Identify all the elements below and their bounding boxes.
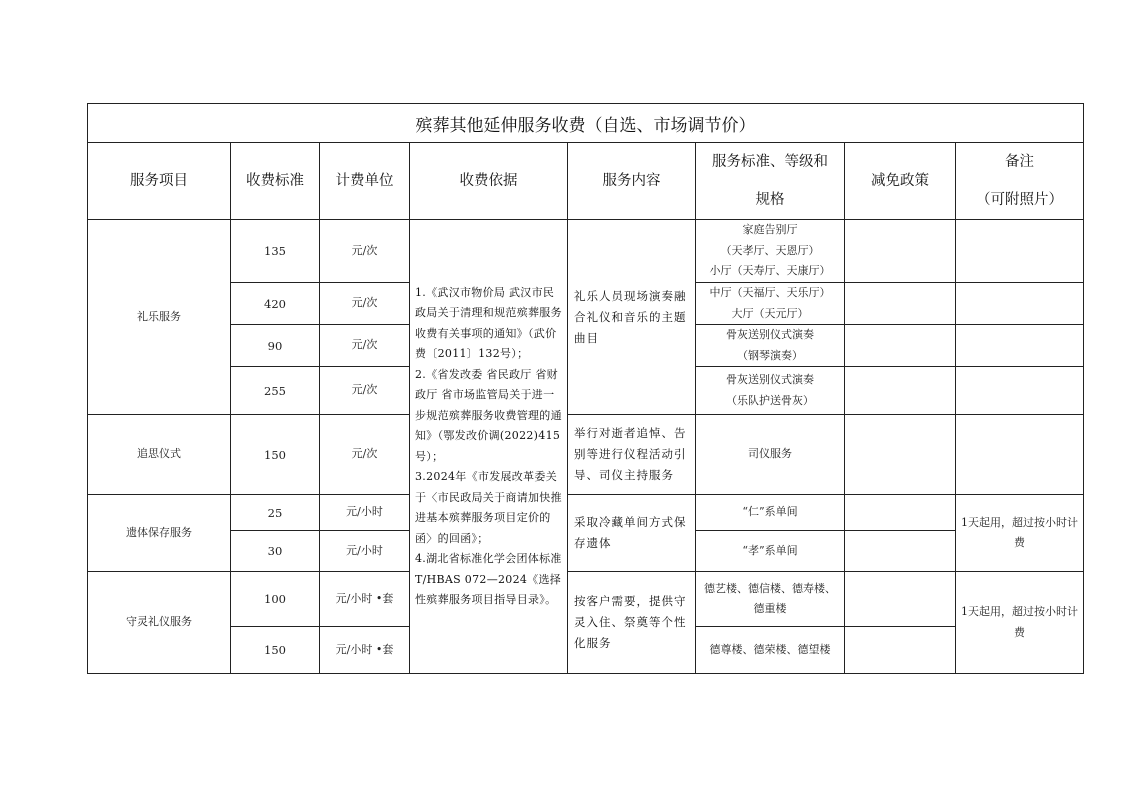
remark-cell: 1天起用，超过按小时计费 <box>956 572 1084 674</box>
content-cell: 举行对逝者追悼、告别等进行仪程活动引导、司仪主持服务 <box>568 415 696 495</box>
header-relief: 减免政策 <box>845 143 956 220</box>
header-basis: 收费依据 <box>410 143 568 220</box>
relief-cell <box>845 531 956 572</box>
table-row <box>88 220 1084 283</box>
table-title: 殡葬其他延伸服务收费（自选、市场调节价） <box>88 104 1084 143</box>
header-unit: 计费单位 <box>320 143 410 220</box>
header-item: 服务项目 <box>88 143 231 220</box>
content-cell: 按客户需要，提供守灵入住、祭奠等个性化服务 <box>568 572 696 674</box>
fee-cell: 150 <box>231 415 320 495</box>
header-standard-line1: 服务标准、等级和 <box>712 154 828 170</box>
header-standard <box>696 143 845 220</box>
standard-cell: 家庭告别厅 （天孝厅、天恩厅） 小厅（天寿厅、天康厅） <box>696 220 845 283</box>
standard-cell: 德艺楼、德信楼、德寿楼、德重楼 <box>696 572 845 627</box>
fee-cell: 90 <box>231 325 320 367</box>
remark-cell <box>956 220 1084 283</box>
unit-cell: 元/小时 •套 <box>320 627 410 674</box>
table-row <box>88 415 1084 495</box>
unit-cell: 元/次 <box>320 220 410 283</box>
basis-text: 1.《武汉市物价局 武汉市民政局关于清理和规范殡葬服务收费有关事项的通知》（武价费〔2011〕132号）； 2.《省发改委 省民政厅 省财政厅 省市场监管局关于进一步规范殡葬服务收费管理的通知》（鄂发改价调(2022)415号）； 3.2024年《市发展改革委关于〈市民政局关于商请加快推进基本殡葬服务项目定价的函〉的回函》； 4.湖北省标准化学会团体标准T/HBAS 072—2024《选择性殡葬服务项目指导目录》。 <box>410 220 568 674</box>
relief-cell <box>845 283 956 325</box>
fee-cell: 255 <box>231 367 320 415</box>
relief-cell <box>845 325 956 367</box>
header-content: 服务内容 <box>568 143 696 220</box>
fee-cell: 30 <box>231 531 320 572</box>
unit-cell: 元/次 <box>320 325 410 367</box>
unit-cell: 元/小时 <box>320 495 410 531</box>
group-name: 追思仪式 <box>88 415 231 495</box>
standard-cell: “孝”系单间 <box>696 531 845 572</box>
header-fee: 收费标准 <box>231 143 320 220</box>
remark-cell: 1天起用，超过按小时计费 <box>956 495 1084 572</box>
fee-cell: 100 <box>231 572 320 627</box>
header-remark-line2: （可附照片） <box>976 192 1063 208</box>
header-remark <box>956 143 1084 220</box>
fee-table <box>87 103 1084 674</box>
standard-cell: 司仪服务 <box>696 415 845 495</box>
unit-cell: 元/小时 <box>320 531 410 572</box>
relief-cell <box>845 495 956 531</box>
table-row <box>88 495 1084 531</box>
standard-cell: “仁”系单间 <box>696 495 845 531</box>
unit-cell: 元/小时 •套 <box>320 572 410 627</box>
group-name: 遗体保存服务 <box>88 495 231 572</box>
header-remark-line1: 备注 <box>1005 154 1034 170</box>
remark-cell <box>956 325 1084 367</box>
relief-cell <box>845 415 956 495</box>
standard-cell: 中厅（天福厅、天乐厅） 大厅（天元厅） <box>696 283 845 325</box>
standard-cell: 德尊楼、德荣楼、德望楼 <box>696 627 845 674</box>
fee-cell: 150 <box>231 627 320 674</box>
fee-cell: 135 <box>231 220 320 283</box>
content-cell: 采取冷藏单间方式保存遗体 <box>568 495 696 572</box>
remark-cell <box>956 415 1084 495</box>
relief-cell <box>845 627 956 674</box>
standard-cell: 骨灰送别仪式演奏 （乐队护送骨灰） <box>696 367 845 415</box>
group-name: 守灵礼仪服务 <box>88 572 231 674</box>
unit-cell: 元/次 <box>320 367 410 415</box>
content-cell: 礼乐人员现场演奏融合礼仪和音乐的主题曲目 <box>568 220 696 415</box>
table-row <box>88 572 1084 627</box>
remark-cell <box>956 283 1084 325</box>
fee-cell: 420 <box>231 283 320 325</box>
unit-cell: 元/次 <box>320 283 410 325</box>
unit-cell: 元/次 <box>320 415 410 495</box>
header-standard-line2: 规格 <box>755 192 785 208</box>
standard-cell: 骨灰送别仪式演奏 （钢琴演奏） <box>696 325 845 367</box>
relief-cell <box>845 367 956 415</box>
relief-cell <box>845 572 956 627</box>
relief-cell <box>845 220 956 283</box>
remark-cell <box>956 367 1084 415</box>
fee-cell: 25 <box>231 495 320 531</box>
group-name: 礼乐服务 <box>88 220 231 415</box>
